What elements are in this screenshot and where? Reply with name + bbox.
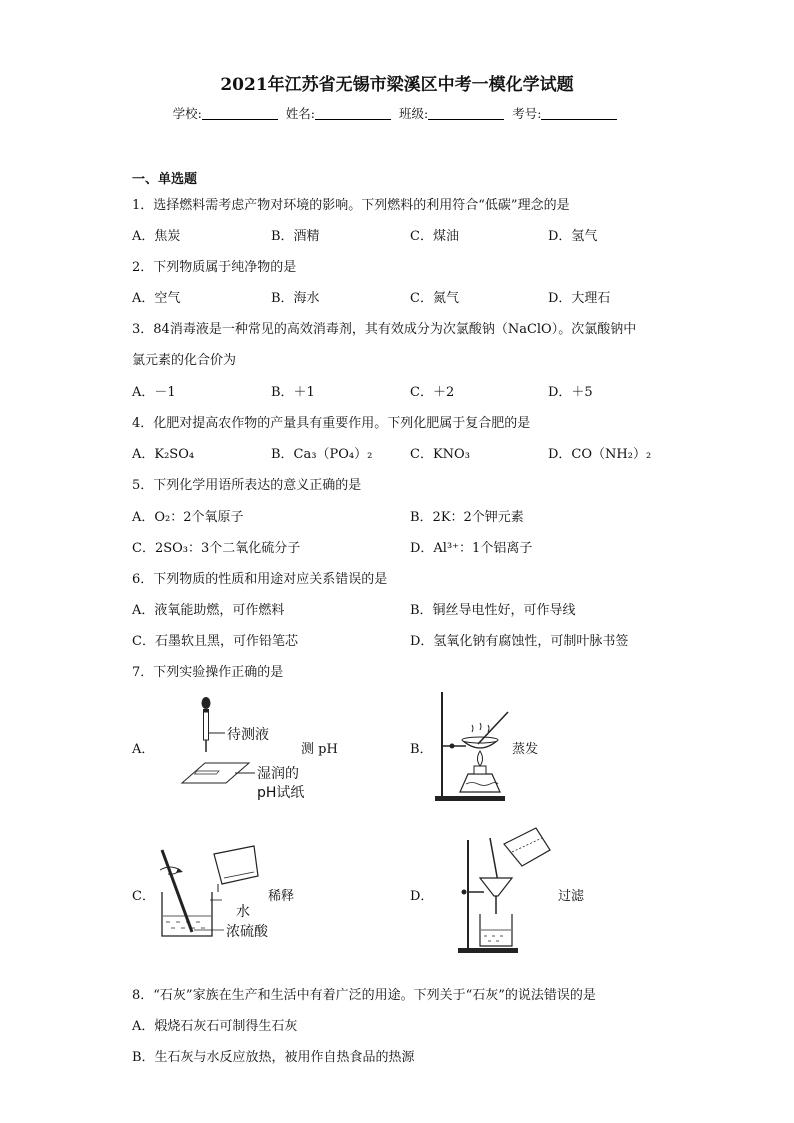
q4-option-a: A．K₂SO₄	[132, 447, 195, 462]
q1-option-b: B．酒精	[271, 229, 320, 244]
q4-option-c: C．KNO₃	[410, 447, 470, 462]
q3-option-c: C．＋2	[410, 385, 455, 400]
name-blank	[315, 107, 391, 120]
q6-option-b: B．铜丝导电性好，可作导线	[410, 603, 576, 618]
school-blank	[202, 107, 278, 120]
q7-option-d-label: D．	[410, 889, 434, 904]
name-label: 姓名:	[285, 106, 315, 121]
q7-c-water-label: 水	[236, 904, 250, 920]
q7-c-acid-label: 浓硫酸	[226, 924, 268, 940]
q2-option-c: C．氮气	[410, 291, 459, 306]
q4-stem: 4．化肥对提高农作物的产量具有重要作用。下列化肥属于复合肥的是	[132, 416, 531, 431]
q2-option-b: B．海水	[271, 291, 320, 306]
q1-option-d: D．氢气	[548, 229, 598, 244]
q3-stem-line2: 氯元素的化合价为	[132, 353, 237, 368]
q5-option-a: A．O₂：2个氧原子	[132, 510, 244, 525]
q7-dilution-figure	[150, 842, 280, 942]
q6-option-a: A．液氧能助燃，可作燃料	[132, 603, 285, 618]
q4-option-b: B．Ca₃（PO₄）₂	[271, 447, 373, 462]
q2-option-d: D．大理石	[548, 291, 611, 306]
q5-option-b: B．2K：2个钾元素	[410, 510, 524, 525]
q7-option-c-caption: 稀释	[268, 889, 295, 904]
pouring-beaker-icon	[214, 846, 258, 892]
evaporating-dish-icon	[462, 723, 498, 748]
glass-rod-icon	[490, 838, 498, 882]
q3-option-d: D．＋5	[548, 385, 593, 400]
alcohol-lamp-icon	[460, 751, 500, 792]
q6-stem: 6．下列物质的性质和用途对应关系错误的是	[132, 572, 388, 587]
q7-option-b-caption: 蒸发	[512, 742, 539, 757]
q7-a-paper-label-2: pH试纸	[257, 785, 305, 801]
q7-option-c-label: C．	[132, 889, 155, 904]
q5-option-c: C．2SO₃：3个二氧化硫分子	[132, 541, 301, 556]
class-label: 班级:	[398, 106, 429, 121]
q3-option-a: A．－1	[132, 385, 176, 400]
q8-option-a: A．煅烧石灰石可制得生石灰	[132, 1019, 298, 1034]
q7-option-a-caption: 测 pH	[301, 742, 338, 757]
q7-stem: 7．下列实验操作正确的是	[132, 665, 284, 680]
funnel-icon	[480, 878, 512, 918]
q7-evaporation-figure	[430, 688, 520, 806]
class-blank	[428, 107, 504, 120]
q5-stem: 5．下列化学用语所表达的意义正确的是	[132, 478, 362, 493]
student-info-line	[0, 104, 794, 122]
q8-stem: 8．“石灰”家族在生产和生活中有着广泛的用途。下列关于“石灰”的说法错误的是	[132, 988, 596, 1003]
q1-option-a: A．焦炭	[132, 229, 181, 244]
exam-no-blank	[541, 107, 617, 120]
q7-option-a-label: A．	[132, 742, 155, 757]
section-title: 一、单选题	[132, 172, 198, 187]
dropper-icon	[202, 697, 211, 752]
q1-stem: 1．选择燃料需考虑产物对环境的影响。下列燃料的利用符合“低碳”理念的是	[132, 198, 570, 213]
q2-stem: 2．下列物质属于纯净物的是	[132, 260, 297, 275]
q4-option-d: D．CO（NH₂）₂	[548, 447, 652, 462]
q7-filtration-figure	[450, 826, 560, 956]
q5-option-d: D．Al³⁺：1个铝离子	[410, 541, 533, 556]
q6-option-d: D．氢氧化钠有腐蚀性，可制叶脉书签	[410, 634, 629, 649]
q3-stem-line1: 3．84消毒液是一种常见的高效消毒剂，其有效成分为次氯酸钠（NaClO）。次氯酸钠中	[132, 322, 637, 337]
q7-a-liquid-label: 待测液	[227, 727, 269, 743]
exam-no-label: 考号:	[512, 106, 542, 121]
q7-a-paper-label-1: 湿润的	[257, 766, 299, 782]
q2-option-a: A．空气	[132, 291, 181, 306]
q1-option-c: C．煤油	[410, 229, 459, 244]
q8-option-b: B．生石灰与水反应放热，被用作自热食品的热源	[132, 1050, 415, 1065]
q6-option-c: C．石墨软且黑，可作铅笔芯	[132, 634, 298, 649]
page-title: 2021年江苏省无锡市梁溪区中考一模化学试题	[220, 75, 574, 95]
receiving-beaker-icon	[480, 914, 512, 946]
pouring-beaker-icon	[504, 828, 550, 866]
q3-option-b: B．＋1	[271, 385, 315, 400]
q7-option-d-caption: 过滤	[558, 889, 585, 904]
school-label: 学校:	[172, 106, 202, 121]
q7-option-b-label: B．	[410, 742, 433, 757]
